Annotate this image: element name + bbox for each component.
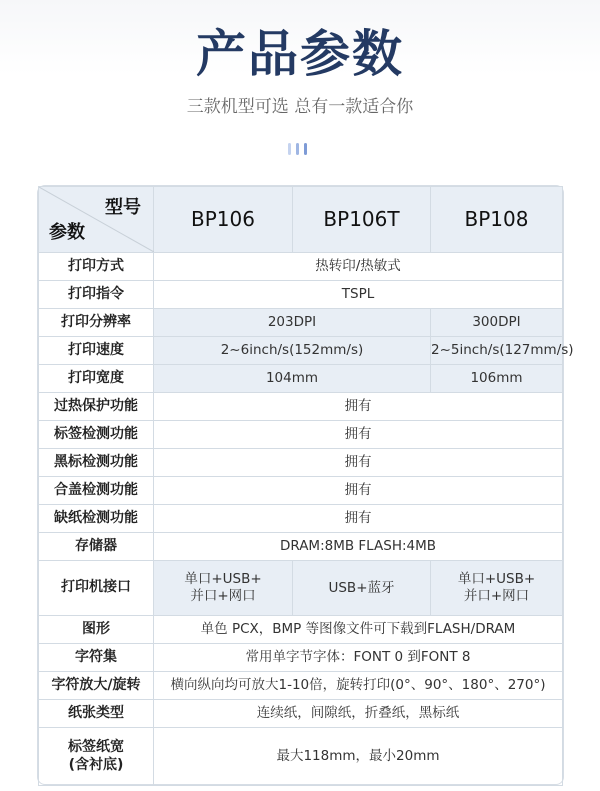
row-label: 黑标检测功能 [39, 449, 154, 477]
page-title: 产品参数 [196, 25, 404, 83]
table-row [39, 533, 563, 561]
row-value: 拥有 [154, 505, 563, 533]
row-label: 打印宽度 [39, 365, 154, 393]
bar-1 [288, 143, 291, 155]
row-label: 标签检测功能 [39, 421, 154, 449]
row-label: 打印机接口 [39, 561, 154, 616]
row-value-bp106-bp106t: 104mm [154, 365, 431, 393]
table-row [39, 561, 563, 616]
row-value-bp108: 单口+USB+ 并口+网口 [431, 561, 563, 616]
page-subtitle: 三款机型可选 总有一款适合你 [186, 97, 414, 117]
row-value: 最大118mm，最小20mm [154, 728, 563, 786]
table-row [39, 728, 563, 786]
row-value: 拥有 [154, 449, 563, 477]
row-value-bp108: 106mm [431, 365, 563, 393]
table-row [39, 672, 563, 700]
row-value: 热转印/热敏式 [154, 253, 563, 281]
row-value-bp108: 300DPI [431, 309, 563, 337]
decorative-bars [288, 143, 307, 155]
table-row [39, 337, 563, 365]
row-label: 打印分辨率 [39, 309, 154, 337]
row-label: 过热保护功能 [39, 393, 154, 421]
row-label: 打印速度 [39, 337, 154, 365]
table-row [39, 253, 563, 281]
corner-model-label: 型号 [105, 197, 141, 218]
bar-3 [304, 143, 307, 155]
row-value-bp108: 2~5inch/s(127mm/s) [431, 337, 563, 365]
row-label: 打印指令 [39, 281, 154, 309]
row-label: 打印方式 [39, 253, 154, 281]
row-label: 字符放大/旋转 [39, 672, 154, 700]
model-header: BP108 [431, 187, 563, 253]
model-header: BP106T [293, 187, 431, 253]
row-value: TSPL [154, 281, 563, 309]
table-row [39, 700, 563, 728]
row-label: 缺纸检测功能 [39, 505, 154, 533]
row-label: 标签纸宽 (含衬底) [39, 728, 154, 786]
row-label: 纸张类型 [39, 700, 154, 728]
table-row [39, 421, 563, 449]
table-row [39, 449, 563, 477]
table-row [39, 505, 563, 533]
model-header: BP106 [154, 187, 293, 253]
table-row [39, 477, 563, 505]
spec-table [38, 186, 574, 786]
row-value: DRAM:8MB FLASH:4MB [154, 533, 563, 561]
row-value: 拥有 [154, 421, 563, 449]
row-label: 图形 [39, 616, 154, 644]
row-value: 连续纸，间隙纸，折叠纸，黑标纸 [154, 700, 563, 728]
table-row [39, 309, 563, 337]
table-row [39, 644, 563, 672]
row-label: 存储器 [39, 533, 154, 561]
row-label: 合盖检测功能 [39, 477, 154, 505]
row-value: 横向纵向均可放大1-10倍，旋转打印(0°、90°、180°、270°) [154, 672, 563, 700]
table-row [39, 365, 563, 393]
table-header-row [39, 187, 563, 253]
row-value-bp106: 单口+USB+ 并口+网口 [154, 561, 293, 616]
table-row [39, 281, 563, 309]
corner-cell [39, 187, 154, 253]
table-row [39, 393, 563, 421]
table-row [39, 616, 563, 644]
row-value: 常用单字节字体：FONT 0 到FONT 8 [154, 644, 563, 672]
row-value-bp106-bp106t: 2~6inch/s(152mm/s) [154, 337, 431, 365]
row-value-bp106-bp106t: 203DPI [154, 309, 431, 337]
bar-2 [296, 143, 299, 155]
corner-param-label: 参数 [49, 221, 85, 243]
row-value-bp106t: USB+蓝牙 [293, 561, 431, 616]
row-label: 字符集 [39, 644, 154, 672]
row-value: 单色 PCX，BMP 等图像文件可下载到FLASH/DRAM [154, 616, 563, 644]
row-value: 拥有 [154, 477, 563, 505]
row-value: 拥有 [154, 393, 563, 421]
